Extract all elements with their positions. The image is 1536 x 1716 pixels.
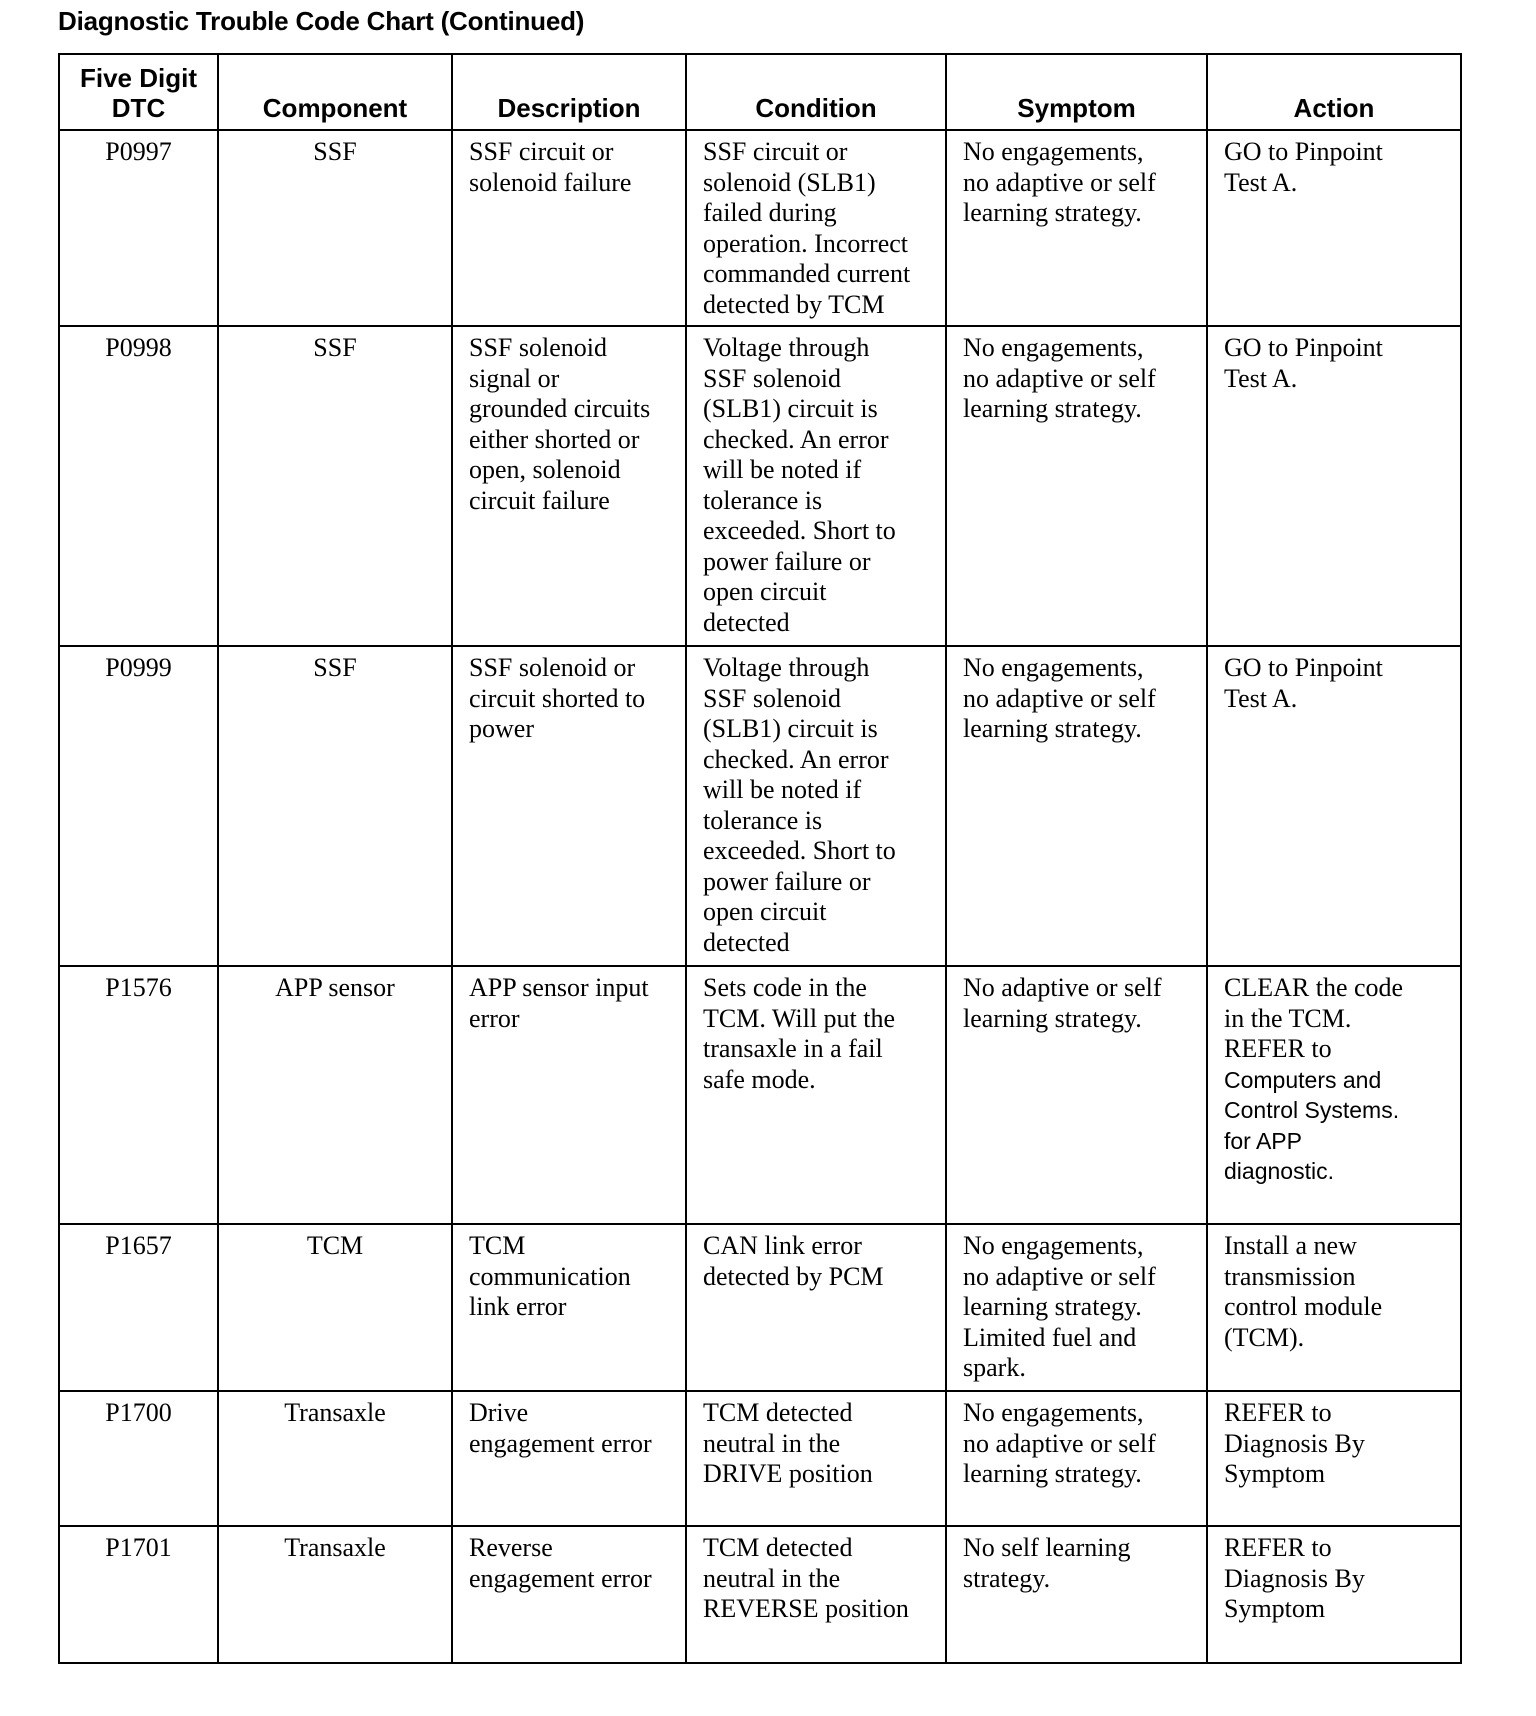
description-text: SSF circuit or solenoid failure [469, 137, 632, 197]
table-row [59, 1526, 1461, 1663]
component-text: Transaxle [284, 1398, 386, 1427]
table-row [59, 130, 1461, 326]
cell-action [1207, 1391, 1461, 1526]
dtc-text: P1701 [105, 1533, 172, 1562]
table-row [59, 646, 1461, 966]
symptom-text: No adaptive or self learning strategy. [963, 973, 1162, 1033]
symptom-text: No engagements, no adaptive or self learning strategy. [963, 333, 1156, 423]
description-text: SSF solenoid signal or grounded circuits either shorted or open, solenoid circuit failure [469, 333, 651, 515]
cell-condition [686, 130, 946, 326]
header-row [59, 54, 1461, 130]
table-row [59, 966, 1461, 1224]
header-action: Action [1207, 54, 1461, 130]
dtc-table [58, 53, 1462, 1664]
action-text: CLEAR the code in the TCM. REFER to [1224, 973, 1404, 1063]
cell-action [1207, 130, 1461, 326]
cell-symptom [946, 1224, 1207, 1391]
action-extra-text: Computers and Control Systems. for APP diagnostic. [1224, 1066, 1400, 1184]
cell-dtc [59, 130, 218, 326]
header-description: Description [452, 54, 686, 130]
symptom-text: No engagements, no adaptive or self learning strategy. [963, 653, 1156, 743]
component-text: SSF [313, 653, 357, 682]
cell-action [1207, 326, 1461, 646]
cell-dtc [59, 1224, 218, 1391]
cell-component [218, 966, 452, 1224]
action-text: REFER to Diagnosis By Symptom [1224, 1533, 1365, 1623]
symptom-text: No engagements, no adaptive or self learning strategy. Limited fuel and spark. [963, 1231, 1156, 1382]
component-text: SSF [313, 333, 357, 362]
condition-text: Sets code in the TCM. Will put the transaxle in a fail safe mode. [703, 973, 896, 1094]
dtc-text: P0998 [105, 333, 172, 362]
cell-description [452, 966, 686, 1224]
table-row [59, 1391, 1461, 1526]
cell-condition [686, 1391, 946, 1526]
cell-condition [686, 326, 946, 646]
cell-component [218, 326, 452, 646]
cell-symptom [946, 130, 1207, 326]
cell-component [218, 1224, 452, 1391]
cell-dtc [59, 326, 218, 646]
description-text: Reverse engagement error [469, 1533, 652, 1593]
description-text: TCM communication link error [469, 1231, 631, 1321]
action-text: REFER to Diagnosis By Symptom [1224, 1398, 1365, 1488]
cell-symptom [946, 326, 1207, 646]
page-title: Diagnostic Trouble Code Chart (Continued) [58, 6, 585, 36]
component-text: APP sensor [275, 973, 395, 1002]
cell-component [218, 646, 452, 966]
cell-description [452, 646, 686, 966]
cell-dtc [59, 1391, 218, 1526]
condition-text: TCM detected neutral in the DRIVE position [703, 1398, 873, 1488]
component-text: Transaxle [284, 1533, 386, 1562]
action-text: GO to Pinpoint Test A. [1224, 137, 1383, 197]
cell-action [1207, 1526, 1461, 1663]
cell-condition [686, 646, 946, 966]
cell-dtc [59, 646, 218, 966]
description-text: SSF solenoid or circuit shorted to power [469, 653, 646, 743]
condition-text: CAN link error detected by PCM [703, 1231, 884, 1291]
action-text: Install a new transmission control module (TCM). [1224, 1231, 1383, 1352]
dtc-text: P0999 [105, 653, 172, 682]
cell-symptom [946, 1391, 1207, 1526]
cell-action [1207, 1224, 1461, 1391]
component-text: TCM [306, 1231, 364, 1260]
cell-component [218, 1391, 452, 1526]
action-text: GO to Pinpoint Test A. [1224, 333, 1383, 393]
cell-description [452, 1526, 686, 1663]
table-row [59, 1224, 1461, 1391]
dtc-text: P1657 [105, 1231, 172, 1260]
cell-action [1207, 966, 1461, 1224]
symptom-text: No engagements, no adaptive or self learning strategy. [963, 137, 1156, 227]
header-dtc: Five Digit DTC [59, 54, 218, 130]
header-symptom: Symptom [946, 54, 1207, 130]
cell-component [218, 130, 452, 326]
header-condition: Condition [686, 54, 946, 130]
cell-symptom [946, 1526, 1207, 1663]
cell-description [452, 1224, 686, 1391]
cell-component [218, 1526, 452, 1663]
cell-symptom [946, 966, 1207, 1224]
condition-text: Voltage through SSF solenoid (SLB1) circuit is checked. An error will be noted if tolerance is exceeded. Short to power failure or open circuit detected [703, 333, 896, 637]
dtc-text: P1700 [105, 1398, 172, 1427]
cell-dtc [59, 966, 218, 1224]
description-text: APP sensor input error [469, 973, 649, 1033]
cell-condition [686, 1224, 946, 1391]
condition-text: TCM detected neutral in the REVERSE position [703, 1533, 909, 1623]
condition-text: SSF circuit or solenoid (SLB1) failed during operation. Incorrect commanded current detected by TCM [703, 137, 911, 319]
table-row [59, 326, 1461, 646]
dtc-text: P0997 [105, 137, 172, 166]
action-text: GO to Pinpoint Test A. [1224, 653, 1383, 713]
cell-description [452, 326, 686, 646]
condition-text: Voltage through SSF solenoid (SLB1) circuit is checked. An error will be noted if tolerance is exceeded. Short to power failure or open circuit detected [703, 653, 896, 957]
cell-symptom [946, 646, 1207, 966]
header-component: Component [218, 54, 452, 130]
dtc-text: P1576 [105, 973, 172, 1002]
cell-dtc [59, 1526, 218, 1663]
cell-condition [686, 1526, 946, 1663]
description-text: Drive engagement error [469, 1398, 652, 1458]
cell-condition [686, 966, 946, 1224]
component-text: SSF [313, 137, 357, 166]
cell-action [1207, 646, 1461, 966]
cell-description [452, 130, 686, 326]
cell-description [452, 1391, 686, 1526]
symptom-text: No self learning strategy. [963, 1533, 1131, 1593]
symptom-text: No engagements, no adaptive or self learning strategy. [963, 1398, 1156, 1488]
